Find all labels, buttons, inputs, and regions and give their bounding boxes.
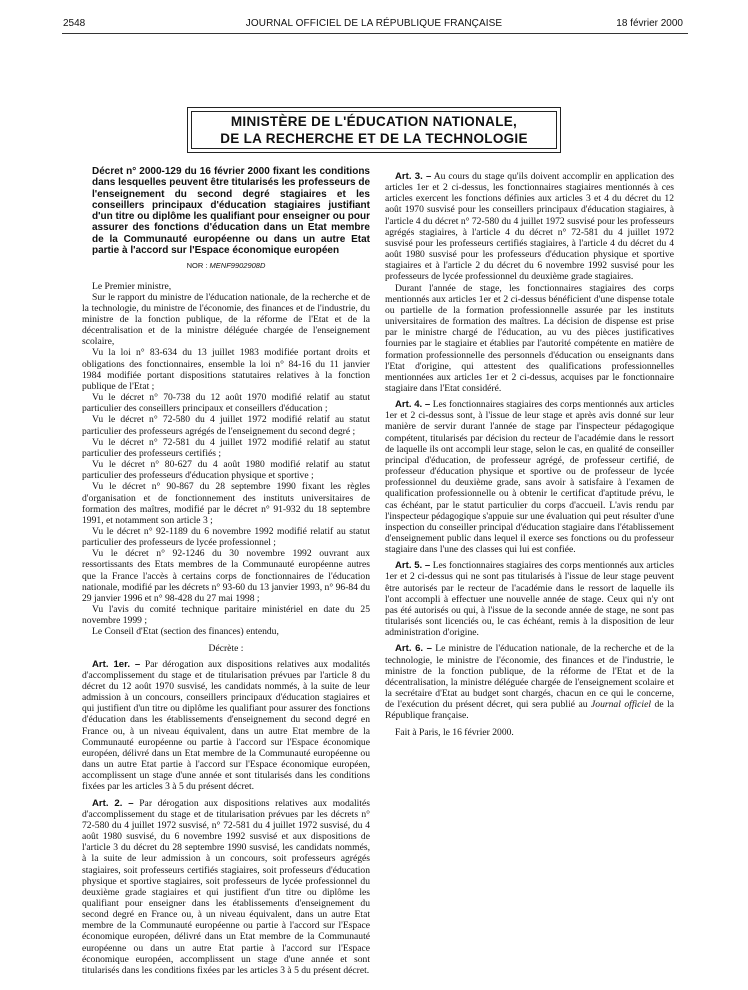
visa-paragraph: Vu le décret n° 92-1189 du 6 novembre 1992 modifié relatif au statut particulier des professeurs de lycée professionnel ; bbox=[82, 525, 370, 549]
nor-label: NOR : bbox=[186, 261, 208, 271]
header-rule bbox=[62, 33, 688, 34]
visa-paragraph: Vu le décret n° 70-738 du 12 août 1970 modifié relatif au statut particulier des conseillers principaux et conseillers d'éducation ; bbox=[82, 392, 370, 415]
article-label: Art. 5. – bbox=[395, 560, 431, 572]
closing-line: Fait à Paris, le 16 février 2000. bbox=[395, 726, 514, 738]
article-6 bbox=[385, 643, 674, 721]
article-1 bbox=[82, 659, 370, 793]
article-text-end: de la République française. bbox=[385, 699, 675, 722]
decree-title: Décret n° 2000-129 du 16 février 2000 fixant les conditions dans lesquelles peuvent être titularisés les professeurs de l'enseignement du second degré stagiaires et les conseillers principaux d'éducation stagiaires justifiant d'un titre ou diplôme les qualifiant pour enseigner ou pour assurer des fonctions d'éducation dans un Etat membre de la Communauté européenne ou dans un autre Etat partie à l'accord sur l'Espace économique européen bbox=[92, 166, 370, 257]
article-3 bbox=[385, 171, 674, 283]
visa-paragraph: Vu l'avis du comité technique paritaire ministériel en date du 25 novembre 1999 ; bbox=[82, 604, 370, 627]
left-column bbox=[82, 166, 370, 976]
article-4 bbox=[385, 399, 674, 555]
journal-title: JOURNAL OFFICIEL DE LA RÉPUBLIQUE FRANÇAISE bbox=[245, 18, 503, 29]
ministry-line-2: DE LA RECHERCHE ET DE LA TECHNOLOGIE bbox=[220, 131, 528, 146]
intro-paragraph: Le Premier ministre, bbox=[92, 280, 172, 292]
visa-paragraph: Vu le décret n° 92-1246 du 30 novembre 1992 ouvrant aux ressortissants des Etats membres de la Communauté européenne autres que la France l'accès à certains corps de fonctionnaires de l'éducation nationale, modifié par les décrets n° 93-60 du 13 janvier 1993, n° 96-84 du 29 janvier 1996 et n° 98-428 du 27 mai 1998 ; bbox=[82, 548, 370, 604]
ministry-line-1: MINISTÈRE DE L'ÉDUCATION NATIONALE, bbox=[230, 114, 518, 129]
article-text: Les fonctionnaires stagiaires des corps mentionnés aux articles 1er et 2 ci-dessus sont, à l'issue de leur stage et après avis donné sur leur manière de servir durant l'année de stage par l'inspecteur pédagogique compétent, titularisés par décision du recteur de l'académie dans le ressort de laquelle ils ont accompli leur stage, selon le cas, en qualité de conseiller principal d'éducation, de professeur agrégé, de professeur certifié, de professeur d'éducation physique et sportive ou de professeur de lycée professionnel du deuxième grade, sans avoir à satisfaire à l'examen de qualification professionnelle ou à obtenir le certificat d'aptitude prévu, le cas échéant, par le statut particulier du corps d'accueil. L'avis rendu par l'inspecteur pédagogique s'appuie sur une évaluation qui peut résulter d'une inspection du conseiller principal d'éducation stagiaire dans l'établissement d'enseignement public dans lequel il exerce ses fonctions ou du professeur stagiaire dans l'une des classes qui lui est confiée. bbox=[385, 399, 674, 556]
article-text: Les fonctionnaires stagiaires des corps mentionnés aux articles 1er et 2 ci-dessus qui ne sont pas titularisés à l'issue de leur stage peuvent être autorisés par le recteur de l'académie dans le ressort de laquelle ils l'ont accompli à effectuer une nouvelle année de stage. Ceux qui n'y ont pas été autorisés ou qui, à l'issue de la seconde année de stage, ne sont pas titularisés sont licenciés ou, le cas échéant, remis à la disposition de leur administration d'origine. bbox=[385, 560, 674, 639]
visa-paragraph: Vu le décret n° 90-867 du 28 septembre 1990 fixant les règles d'organisation et de fonctionnement des instituts universitaires de formation des maîtres, modifié par le décret n° 91-932 du 18 septembre 1991, et notamment son article 3 ; bbox=[82, 481, 370, 526]
nor-code: MENF9902908D bbox=[209, 261, 266, 271]
article-5 bbox=[385, 560, 674, 638]
intro-paragraph: Sur le rapport du ministre de l'éducation nationale, de la recherche et de la technologie, du ministre de l'économie, des finances et de l'industrie, du ministre de la fonction publique, de la réforme de l'Etat et de la décentralisation et de la ministre déléguée chargée de l'enseignement scolaire, bbox=[82, 291, 370, 348]
running-header bbox=[0, 18, 748, 32]
visa-paragraph: Vu la loi n° 83-634 du 13 juillet 1983 modifiée portant droits et obligations des fonctionnaires, ensemble la loi n° 84-16 du 11 janvier 1984 modifiée portant dispositions statutaires relatives à la fonction publique de l'Etat ; bbox=[82, 347, 370, 392]
article-2 bbox=[82, 798, 370, 977]
visa-paragraph: Vu le décret n° 72-580 du 4 juillet 1972 modifié relatif au statut particulier des professeurs agrégés de l'enseignement du second degré ; bbox=[82, 414, 370, 437]
visa-paragraph: Vu le décret n° 72-581 du 4 juillet 1972 modifié relatif au statut particulier des professeurs certifiés ; bbox=[82, 436, 370, 459]
visa-paragraph: Le Conseil d'Etat (section des finances) entendu, bbox=[92, 626, 279, 638]
article-label: Art. 4. – bbox=[395, 399, 431, 411]
article-3-paragraph-2: Durant l'année de stage, les fonctionnaires stagiaires des corps mentionnés aux articles 1er et 2 ci-dessus bénéficient d'une dispense totale ou partielle de la formation professionnelle assurée par les instituts universitaires de formation des maîtres. La décision de dispense est prise par le ministre chargé de l'éducation, au vu des pièces justificatives fournies par le stagiaire et établies par l'autorité compétente en matière de formation professionnelle des personnels d'éducation ou enseignants dans l'Etat d'origine, qui attestent des qualifications professionnelles mentionnées aux articles 1er et 2 ci-dessus, acquises par le fonctionnaire stagiaire dans l'Etat considéré. bbox=[385, 282, 674, 394]
visa-paragraph: Vu le décret n° 80-627 du 4 août 1980 modifié relatif au statut particulier des professeurs d'éducation physique et sportive ; bbox=[82, 459, 370, 482]
ministry-box bbox=[187, 107, 561, 153]
page-number: 2548 bbox=[63, 18, 86, 29]
article-label: Art. 6. – bbox=[395, 643, 432, 655]
article-label: Art. 1er. – bbox=[92, 658, 141, 670]
article-text: Au cours du stage qu'ils doivent accomplir en application des articles 1er et 2 ci-dessus, les fonctionnaires stagiaires mentionnés à ces articles exercent les fonctions définies aux articles 3 et 4 du décret du 12 août 1970 susvisé pour les conseillers principaux d'éducation stagiaires, à l'article 4 du décret n° 72-580 du 4 juillet 1972 susvisé pour les professeurs agrégés stagiaires, à l'article 4 du décret n° 72-581 du 4 juillet 1972 susvisé pour les professeurs certifiés stagiaires, à l'article 4 du décret du 4 août 1980 susvisé pour les professeurs d'éducation physique et sportive stagiaires et à l'article 2 du décret du 6 novembre 1992 susvisé pour les professeurs de lycée professionnel du deuxième grade stagiaires. bbox=[385, 171, 674, 283]
article-text: Le ministre de l'éducation nationale, de la recherche et de la technologie, le ministre de l'économie, des finances et de l'industrie, le ministre de la fonction publique, de la réforme de l'Etat et de la décentralisation, la ministre déléguée chargée de l'enseignement scolaire et la secrétaire d'Etat au budget sont chargés, chacun en ce qui le concerne, de l'exécution du présent décret, qui sera publié au bbox=[385, 643, 674, 711]
article-text: Par dérogation aux dispositions relatives aux modalités d'accomplissement du stage et de titularisation prévues par l'article 8 du décret du 12 août 1970 susvisé, les candidats nommés, à la suite de leur admission à un concours, conseillers principaux d'éducation stagiaires et qui justifient d'un titre ou diplôme les qualifiant pour assurer des fonctions d'éducation dans les établissements d'enseignement du second degré en France ou, à un niveau équivalent, dans un autre Etat membre de la Communauté européenne ou partie à l'accord sur l'Espace économique européen, délivré dans un Etat membre de la Communauté européenne ou dans un autre Etat partie à l'accord sur l'Espace économique européen, accomplissent un stage d'une année et sont titularisés dans les conditions fixées par les articles 3 à 5 du présent décret. bbox=[82, 658, 370, 793]
issue-date: 18 février 2000 bbox=[616, 18, 683, 29]
article-text: Par dérogation aux dispositions relatives aux modalités d'accomplissement du stage et de titularisation prévues par les décrets n° 72-580 du 4 juillet 1972 susvisé, n° 72-581 du 4 juillet 1972 susvisé, du 4 août 1980 susvisé, du 6 novembre 1992 susvisé et aux dispositions de l'article 3 du décret du 28 septembre 1990 susvisé, les candidats nommés, à la suite de leur admission à un concours, soit professeurs agrégés stagiaires, soit professeurs certifiés stagiaires, soit professeurs d'éducation physique et sportive stagiaires, soit professeurs de lycée professionnel du deuxième grade stagiaires et qui justifient d'un titre ou diplôme les qualifiant pour enseigner dans les établissements d'enseignement du second degré en France ou, à un niveau équivalent, dans un autre Etat membre de la Communauté européenne ou partie à l'accord sur l'Espace économique européen, délivré dans un Etat membre de la Communauté européenne ou dans un autre Etat partie à l'accord sur l'Espace économique européen, accomplissent un stage d'une année et sont titularisés dans les conditions fixées par les articles 3 à 5 du présent décret. bbox=[82, 797, 370, 976]
nor-reference bbox=[82, 260, 370, 271]
decrete-heading: Décrète : bbox=[208, 642, 244, 654]
right-column bbox=[385, 171, 674, 738]
article-label: Art. 2. – bbox=[92, 797, 134, 809]
article-label: Art. 3. – bbox=[395, 171, 432, 182]
journal-name: Journal officiel bbox=[591, 699, 652, 711]
